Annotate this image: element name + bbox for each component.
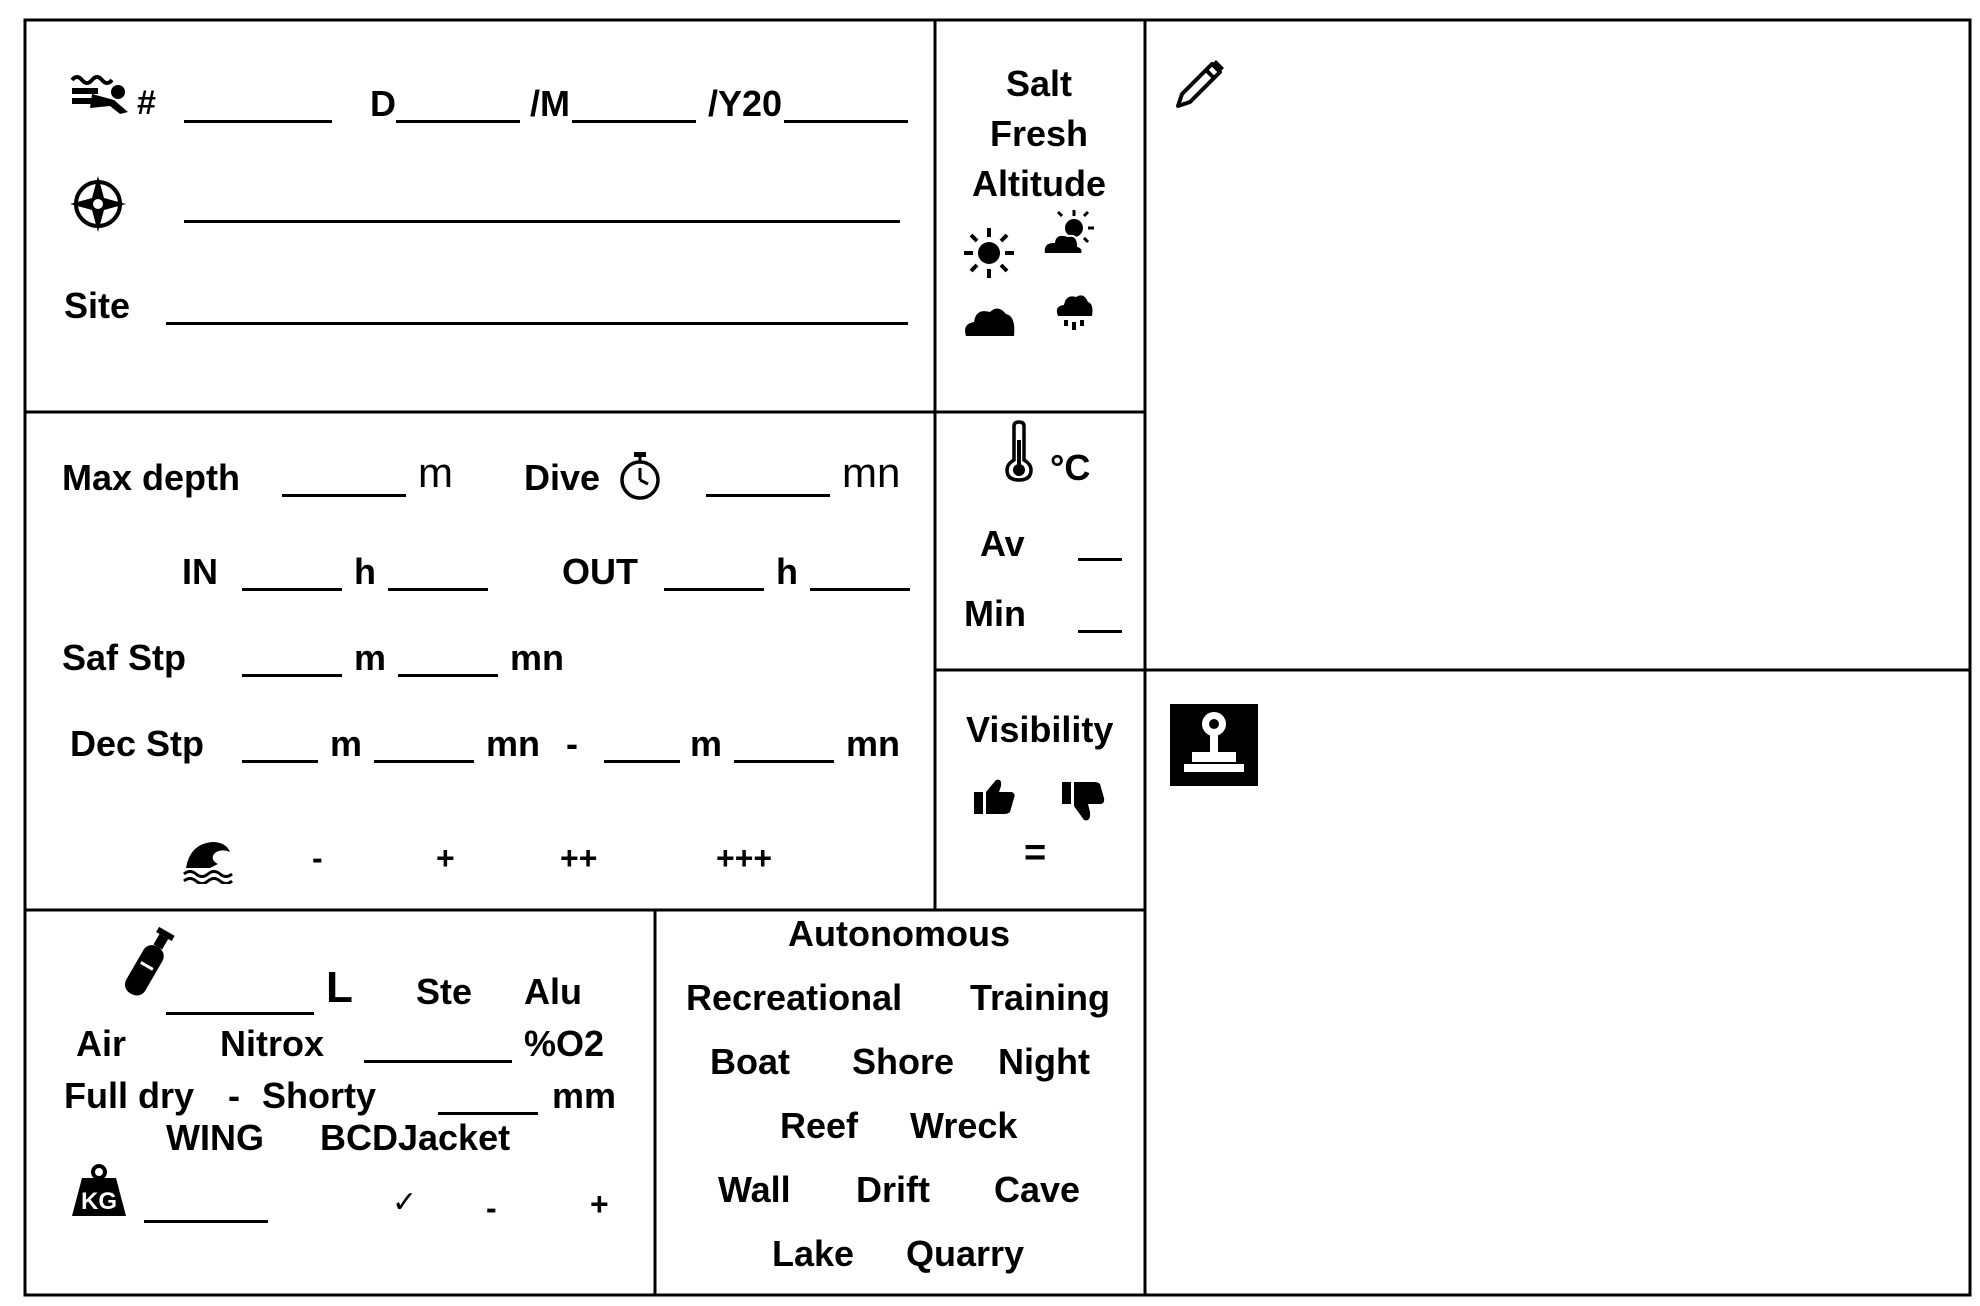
weight-icon — [68, 1162, 130, 1218]
visibility-equal[interactable]: = — [1024, 832, 1047, 874]
deco-stop-depth1-field[interactable] — [242, 760, 318, 763]
dive-number-symbol: # — [137, 84, 156, 122]
time-out-h: h — [776, 551, 798, 592]
tank-steel[interactable]: Ste — [416, 971, 473, 1012]
max-depth-field[interactable] — [282, 494, 406, 497]
time-out-label: OUT — [562, 551, 638, 592]
svg-text:KG: KG — [81, 1188, 117, 1215]
type-wreck[interactable]: Wreck — [910, 1105, 1018, 1146]
deco-stop-m2: m — [690, 723, 723, 764]
tank-aluminium[interactable]: Alu — [524, 971, 582, 1012]
temp-min-field[interactable] — [1078, 630, 1122, 633]
time-in-minute-field[interactable] — [388, 588, 488, 591]
date-year-field[interactable] — [784, 120, 908, 123]
weight-ok[interactable]: ✓ — [392, 1186, 418, 1219]
date-month-label: /M — [530, 83, 570, 124]
deco-stop-m1: m — [330, 723, 363, 764]
type-wall[interactable]: Wall — [718, 1169, 791, 1210]
visibility-label: Visibility — [966, 709, 1114, 750]
temp-average-field[interactable] — [1078, 558, 1122, 561]
deco-stop-mn2: mn — [846, 723, 900, 764]
wave-icon — [182, 838, 234, 884]
dive-time-label: Dive — [524, 457, 601, 498]
o2-percent-field[interactable] — [364, 1060, 512, 1063]
stamp-area[interactable] — [1150, 674, 1966, 1292]
tank-volume-unit: L — [326, 963, 353, 1012]
time-out-minute-field[interactable] — [810, 588, 910, 591]
safety-stop-label: Saf Stp — [62, 637, 187, 678]
suit-full-dry[interactable]: Full dry — [64, 1075, 195, 1116]
diver-icon — [70, 72, 132, 116]
cloud-icon[interactable] — [962, 300, 1018, 340]
date-day-label: D — [370, 83, 396, 124]
bcd-wing[interactable]: WING — [166, 1117, 264, 1158]
site-label: Site — [64, 285, 131, 326]
time-in-hour-field[interactable] — [242, 588, 342, 591]
type-drift[interactable]: Drift — [856, 1169, 930, 1210]
date-year-label: /Y20 — [708, 83, 783, 124]
tank-icon — [116, 922, 180, 1002]
compass-icon — [68, 174, 128, 234]
type-training[interactable]: Training — [970, 977, 1111, 1018]
temp-min-label: Min — [964, 593, 1026, 634]
suit-thickness-unit: mm — [552, 1075, 617, 1116]
water-altitude[interactable]: Altitude — [972, 163, 1106, 204]
type-autonomous[interactable]: Autonomous — [788, 913, 1010, 954]
deco-stop-depth2-field[interactable] — [604, 760, 680, 763]
safety-stop-depth-field[interactable] — [242, 674, 342, 677]
bcd-jacket[interactable]: BCDJacket — [320, 1117, 511, 1158]
type-recreational[interactable]: Recreational — [686, 977, 903, 1018]
type-reef[interactable]: Reef — [780, 1105, 859, 1146]
stopwatch-icon — [618, 450, 662, 504]
water-salt[interactable]: Salt — [1006, 63, 1073, 104]
thumbs-down-icon[interactable] — [1060, 780, 1106, 824]
current-level-high[interactable]: +++ — [716, 840, 773, 876]
thermometer-icon — [1002, 420, 1036, 482]
type-lake[interactable]: Lake — [772, 1233, 855, 1274]
sun-icon[interactable] — [962, 226, 1016, 280]
temp-average-label: Av — [980, 523, 1025, 564]
dive-time-unit: mn — [842, 449, 901, 496]
max-depth-label: Max depth — [62, 457, 241, 498]
thumbs-up-icon[interactable] — [972, 776, 1016, 816]
tank-volume-field[interactable] — [166, 1012, 314, 1015]
temperature-unit: °C — [1050, 447, 1091, 488]
time-in-label: IN — [182, 551, 218, 592]
date-day-field[interactable] — [396, 120, 520, 123]
gas-nitrox[interactable]: Nitrox — [220, 1023, 325, 1064]
current-level-low[interactable]: + — [436, 840, 455, 876]
deco-stop-mn1: mn — [486, 723, 540, 764]
safety-stop-mn: mn — [510, 637, 564, 678]
time-out-hour-field[interactable] — [664, 588, 764, 591]
deco-stop-time1-field[interactable] — [374, 760, 474, 763]
o2-percent-label: %O2 — [524, 1023, 605, 1064]
rain-icon[interactable] — [1054, 290, 1094, 334]
type-night[interactable]: Night — [998, 1041, 1090, 1082]
type-quarry[interactable]: Quarry — [906, 1233, 1025, 1274]
dive-time-field[interactable] — [706, 494, 830, 497]
current-level-medium[interactable]: ++ — [560, 840, 598, 876]
suit-shorty[interactable]: Shorty — [262, 1075, 377, 1116]
deco-stop-dash: - — [566, 723, 578, 764]
water-fresh[interactable]: Fresh — [990, 113, 1089, 154]
deco-stop-label: Dec Stp — [70, 723, 205, 764]
notes-area[interactable] — [1150, 24, 1966, 666]
partly-cloudy-icon[interactable] — [1040, 208, 1096, 258]
suit-dash: - — [228, 1075, 240, 1116]
weight-minus[interactable]: - — [486, 1190, 497, 1226]
safety-stop-time-field[interactable] — [398, 674, 498, 677]
deco-stop-time2-field[interactable] — [734, 760, 834, 763]
gas-air[interactable]: Air — [76, 1023, 127, 1064]
time-in-h: h — [354, 551, 376, 592]
current-level-none[interactable]: - — [312, 840, 323, 876]
location-field[interactable] — [184, 220, 900, 223]
site-field[interactable] — [166, 322, 908, 325]
type-shore[interactable]: Shore — [852, 1041, 955, 1082]
weight-field[interactable] — [144, 1220, 268, 1223]
suit-thickness-field[interactable] — [438, 1112, 538, 1115]
type-cave[interactable]: Cave — [994, 1169, 1081, 1210]
weight-plus[interactable]: + — [590, 1186, 609, 1222]
dive-number-field[interactable] — [184, 120, 332, 123]
max-depth-unit: m — [418, 449, 453, 496]
type-boat[interactable]: Boat — [710, 1041, 790, 1082]
safety-stop-m: m — [354, 637, 387, 678]
date-month-field[interactable] — [572, 120, 696, 123]
